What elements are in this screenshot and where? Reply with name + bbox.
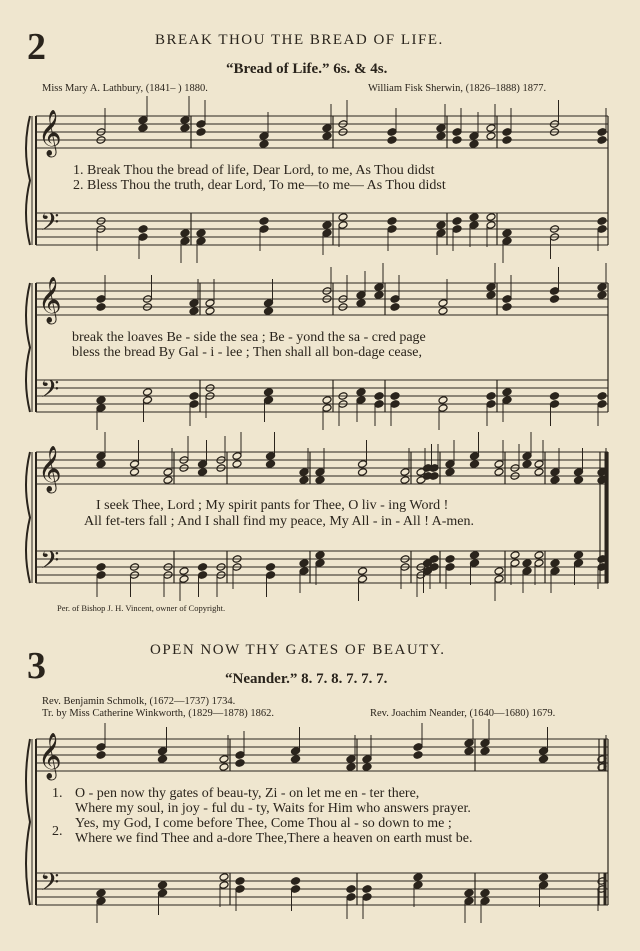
notehead bbox=[464, 897, 474, 906]
notehead bbox=[264, 307, 274, 316]
notehead bbox=[96, 563, 106, 572]
notehead bbox=[374, 283, 384, 292]
composer-credit: Rev. Joachim Neander, (1640—1680) 1679. bbox=[370, 708, 556, 719]
notehead bbox=[259, 132, 269, 141]
notehead bbox=[390, 400, 400, 409]
notehead bbox=[469, 132, 479, 141]
notehead bbox=[486, 221, 496, 230]
notehead bbox=[486, 213, 496, 222]
notehead bbox=[322, 124, 332, 133]
notehead bbox=[387, 217, 397, 226]
notehead bbox=[356, 291, 366, 300]
notehead bbox=[502, 303, 512, 312]
notehead bbox=[180, 229, 190, 238]
notehead bbox=[362, 763, 372, 772]
notehead bbox=[574, 468, 584, 477]
notehead bbox=[158, 881, 168, 890]
notehead bbox=[356, 396, 366, 405]
notehead bbox=[452, 128, 462, 137]
notehead bbox=[322, 221, 332, 230]
notehead bbox=[464, 889, 474, 898]
notehead bbox=[138, 116, 148, 125]
notehead bbox=[291, 885, 301, 894]
notehead bbox=[374, 392, 384, 401]
notehead bbox=[264, 299, 274, 308]
notehead bbox=[299, 468, 309, 477]
notehead bbox=[534, 460, 544, 469]
notehead bbox=[96, 396, 106, 405]
verse-number: 2. bbox=[52, 824, 63, 839]
notehead bbox=[219, 763, 229, 772]
notehead bbox=[143, 388, 153, 397]
brace bbox=[26, 283, 30, 412]
composer-credit: William Fisk Sherwin, (1826–1888) 1877. bbox=[368, 83, 547, 94]
notehead bbox=[390, 392, 400, 401]
notehead bbox=[502, 229, 512, 238]
notehead bbox=[322, 404, 332, 413]
notehead bbox=[486, 392, 496, 401]
notehead bbox=[180, 116, 190, 125]
notehead bbox=[232, 460, 242, 469]
notehead bbox=[522, 567, 532, 576]
notehead bbox=[550, 392, 560, 401]
notehead bbox=[189, 307, 199, 316]
notehead bbox=[196, 120, 206, 129]
notehead bbox=[480, 739, 490, 748]
brace bbox=[26, 116, 30, 245]
hymn-title: BREAK THOU THE BREAD OF LIFE. bbox=[155, 32, 444, 48]
notehead bbox=[486, 291, 496, 300]
notehead bbox=[438, 396, 448, 405]
bass-clef-icon: 𝄢 bbox=[40, 208, 60, 243]
notehead bbox=[189, 400, 199, 409]
notehead bbox=[486, 124, 496, 133]
notehead bbox=[480, 747, 490, 756]
notehead bbox=[502, 388, 512, 397]
notehead bbox=[494, 567, 504, 576]
notehead bbox=[315, 476, 325, 485]
notehead bbox=[470, 551, 480, 560]
notehead bbox=[291, 747, 301, 756]
notehead bbox=[266, 460, 276, 469]
notehead bbox=[96, 897, 106, 906]
notehead bbox=[219, 881, 229, 890]
notehead bbox=[480, 889, 490, 898]
notehead bbox=[96, 889, 106, 898]
notehead bbox=[413, 873, 423, 882]
notehead bbox=[322, 229, 332, 238]
notehead bbox=[480, 897, 490, 906]
notehead bbox=[550, 295, 560, 304]
notehead bbox=[469, 221, 479, 230]
notehead bbox=[494, 460, 504, 469]
notehead bbox=[235, 877, 245, 886]
notehead bbox=[539, 755, 549, 764]
lyric-line: I seek Thee, Lord ; My spirit pants for Thee, O liv - ing Word ! bbox=[96, 498, 449, 513]
notehead bbox=[597, 128, 607, 137]
notehead bbox=[138, 225, 148, 234]
hymn-title: OPEN NOW THY GATES OF BEAUTY. bbox=[150, 642, 446, 658]
notehead bbox=[346, 763, 356, 772]
notehead bbox=[486, 283, 496, 292]
notehead bbox=[550, 476, 560, 485]
treble-clef-icon: 𝄞 bbox=[38, 110, 62, 156]
notehead bbox=[522, 559, 532, 568]
notehead bbox=[597, 217, 607, 226]
notehead bbox=[259, 217, 269, 226]
lyric-line: Yes, my God, I come before Thee, Come Thou al - so down to me ; bbox=[75, 816, 452, 831]
author-credit: Rev. Benjamin Schmolk, (1672—1737) 1734. bbox=[42, 696, 236, 707]
notehead bbox=[196, 128, 206, 137]
notehead bbox=[452, 225, 462, 234]
notehead bbox=[158, 755, 168, 764]
notehead bbox=[400, 468, 410, 477]
notehead bbox=[235, 759, 245, 768]
notehead bbox=[264, 388, 274, 397]
notehead bbox=[196, 237, 206, 246]
notehead bbox=[299, 476, 309, 485]
notehead bbox=[189, 392, 199, 401]
notehead bbox=[550, 287, 560, 296]
notehead bbox=[180, 237, 190, 246]
notehead bbox=[445, 460, 455, 469]
notehead bbox=[445, 468, 455, 477]
notehead bbox=[597, 392, 607, 401]
notehead bbox=[436, 221, 446, 230]
notehead bbox=[198, 563, 208, 572]
notehead bbox=[470, 460, 480, 469]
notehead bbox=[232, 452, 242, 461]
translator-credit: Tr. by Miss Catherine Winkworth, (1829—1878) 1862. bbox=[42, 708, 275, 719]
notehead bbox=[539, 747, 549, 756]
tune-name: “Bread of Life.” 6s. & 4s. bbox=[226, 61, 388, 77]
lyric-line: 2. Bless Thou the truth, dear Lord, To me—to me— As Thou didst bbox=[73, 178, 446, 193]
notehead bbox=[322, 132, 332, 141]
notehead bbox=[259, 140, 269, 149]
notehead bbox=[390, 295, 400, 304]
notehead bbox=[130, 460, 140, 469]
notehead bbox=[597, 400, 607, 409]
treble-clef-icon: 𝄞 bbox=[38, 446, 62, 492]
notehead bbox=[299, 567, 309, 576]
notehead bbox=[266, 571, 276, 580]
tune-name: “Neander.” 8. 7. 8. 7. 7. 7. bbox=[225, 671, 388, 687]
notehead bbox=[539, 881, 549, 890]
notehead bbox=[597, 283, 607, 292]
notehead bbox=[198, 460, 208, 469]
notehead bbox=[374, 400, 384, 409]
notehead bbox=[502, 295, 512, 304]
notehead bbox=[96, 452, 106, 461]
notehead bbox=[96, 751, 106, 760]
notehead bbox=[96, 571, 106, 580]
notehead bbox=[452, 217, 462, 226]
notehead bbox=[163, 476, 173, 485]
notehead bbox=[534, 551, 544, 560]
lyric-line: break the loaves Be - side the sea ; Be - yond the sa - cred page bbox=[72, 330, 426, 345]
notehead bbox=[494, 468, 504, 477]
notehead bbox=[510, 559, 520, 568]
notehead bbox=[534, 559, 544, 568]
notehead bbox=[259, 225, 269, 234]
notehead bbox=[502, 136, 512, 145]
notehead bbox=[143, 396, 153, 405]
notehead bbox=[550, 567, 560, 576]
notehead bbox=[445, 563, 455, 572]
notehead bbox=[130, 468, 140, 477]
notehead bbox=[346, 885, 356, 894]
verse-number: 1. bbox=[52, 786, 63, 801]
notehead bbox=[436, 132, 446, 141]
notehead bbox=[291, 877, 301, 886]
notehead bbox=[196, 229, 206, 238]
hymn-number: 3 bbox=[27, 645, 46, 687]
notehead bbox=[266, 563, 276, 572]
notehead bbox=[219, 873, 229, 882]
notehead bbox=[522, 460, 532, 469]
notehead bbox=[550, 559, 560, 568]
notehead bbox=[436, 124, 446, 133]
notehead bbox=[180, 124, 190, 133]
notehead bbox=[413, 743, 423, 752]
notehead bbox=[138, 233, 148, 242]
notehead bbox=[138, 124, 148, 133]
notehead bbox=[235, 885, 245, 894]
brace bbox=[26, 452, 30, 583]
hymn-number: 2 bbox=[27, 26, 46, 68]
notehead bbox=[413, 881, 423, 890]
notehead bbox=[356, 299, 366, 308]
notehead bbox=[346, 893, 356, 902]
bass-clef-icon: 𝄢 bbox=[40, 375, 60, 410]
bass-clef-icon: 𝄢 bbox=[40, 868, 60, 903]
notehead bbox=[469, 140, 479, 149]
notehead bbox=[539, 873, 549, 882]
notehead bbox=[400, 476, 410, 485]
notehead bbox=[362, 885, 372, 894]
treble-clef-icon: 𝄞 bbox=[38, 733, 62, 779]
notehead bbox=[338, 213, 348, 222]
notehead bbox=[291, 755, 301, 764]
notehead bbox=[189, 299, 199, 308]
notehead bbox=[198, 468, 208, 477]
notehead bbox=[387, 128, 397, 137]
notehead bbox=[574, 551, 584, 560]
notehead bbox=[413, 751, 423, 760]
notehead bbox=[429, 555, 439, 564]
notehead bbox=[464, 739, 474, 748]
notehead bbox=[362, 893, 372, 902]
notehead bbox=[438, 299, 448, 308]
notehead bbox=[597, 225, 607, 234]
notehead bbox=[550, 400, 560, 409]
notehead bbox=[219, 755, 229, 764]
notehead bbox=[438, 307, 448, 316]
notehead bbox=[597, 136, 607, 145]
notehead bbox=[205, 299, 215, 308]
notehead bbox=[387, 225, 397, 234]
notehead bbox=[346, 755, 356, 764]
notehead bbox=[502, 237, 512, 246]
notehead bbox=[96, 295, 106, 304]
notehead bbox=[362, 755, 372, 764]
notehead bbox=[494, 575, 504, 584]
lyric-line: All fet-ters fall ; And I shall find my peace, My All - in - All ! A-men. bbox=[84, 514, 474, 529]
notehead bbox=[315, 551, 325, 560]
notehead bbox=[338, 221, 348, 230]
notehead bbox=[96, 460, 106, 469]
notehead bbox=[486, 132, 496, 141]
notehead bbox=[574, 476, 584, 485]
notehead bbox=[163, 468, 173, 477]
notehead bbox=[266, 452, 276, 461]
notehead bbox=[597, 291, 607, 300]
lyric-line: bless the bread By Gal - i - lee ; Then shall all bon-dage cease, bbox=[72, 345, 423, 360]
brace bbox=[26, 739, 30, 905]
notehead bbox=[96, 404, 106, 413]
notehead bbox=[390, 303, 400, 312]
notehead bbox=[445, 555, 455, 564]
notehead bbox=[198, 571, 208, 580]
treble-clef-icon: 𝄞 bbox=[38, 277, 62, 323]
notehead bbox=[502, 396, 512, 405]
notehead bbox=[358, 468, 368, 477]
notehead bbox=[574, 559, 584, 568]
lyric-line: 1. Break Thou the bread of life, Dear Lord, to me, As Thou didst bbox=[73, 163, 435, 178]
notehead bbox=[179, 567, 189, 576]
notehead bbox=[470, 452, 480, 461]
notehead bbox=[322, 396, 332, 405]
lyric-line: Where we find Thee and a-dore Thee,There a heaven on earth must be. bbox=[75, 831, 473, 846]
notehead bbox=[387, 136, 397, 145]
notehead bbox=[158, 889, 168, 898]
notehead bbox=[522, 452, 532, 461]
notehead bbox=[534, 468, 544, 477]
notehead bbox=[550, 468, 560, 477]
notehead bbox=[358, 575, 368, 584]
notehead bbox=[464, 747, 474, 756]
notehead bbox=[356, 388, 366, 397]
notehead bbox=[374, 291, 384, 300]
notehead bbox=[436, 229, 446, 238]
notehead bbox=[179, 575, 189, 584]
notehead bbox=[510, 551, 520, 560]
notehead bbox=[470, 559, 480, 568]
notehead bbox=[358, 460, 368, 469]
notehead bbox=[486, 400, 496, 409]
notehead bbox=[299, 559, 309, 568]
notehead bbox=[315, 559, 325, 568]
notehead bbox=[469, 213, 479, 222]
notehead bbox=[235, 751, 245, 760]
notehead bbox=[96, 743, 106, 752]
lyric-line: O - pen now thy gates of beau-ty, Zi - on let me en - ter there, bbox=[75, 786, 420, 801]
author-credit: Miss Mary A. Lathbury, (1841– ) 1880. bbox=[42, 83, 208, 94]
notehead bbox=[358, 567, 368, 576]
notehead bbox=[264, 396, 274, 405]
copyright-note: Per. of Bishop J. H. Vincent, owner of Copyright. bbox=[57, 603, 226, 613]
notehead bbox=[438, 404, 448, 413]
lyric-line: Where my soul, in joy - ful du - ty, Waits for Him who answers prayer. bbox=[75, 801, 471, 816]
notehead bbox=[96, 303, 106, 312]
notehead bbox=[158, 747, 168, 756]
notehead bbox=[452, 136, 462, 145]
bass-clef-icon: 𝄢 bbox=[40, 546, 60, 581]
notehead bbox=[502, 128, 512, 137]
notehead bbox=[315, 468, 325, 477]
notehead bbox=[205, 307, 215, 316]
